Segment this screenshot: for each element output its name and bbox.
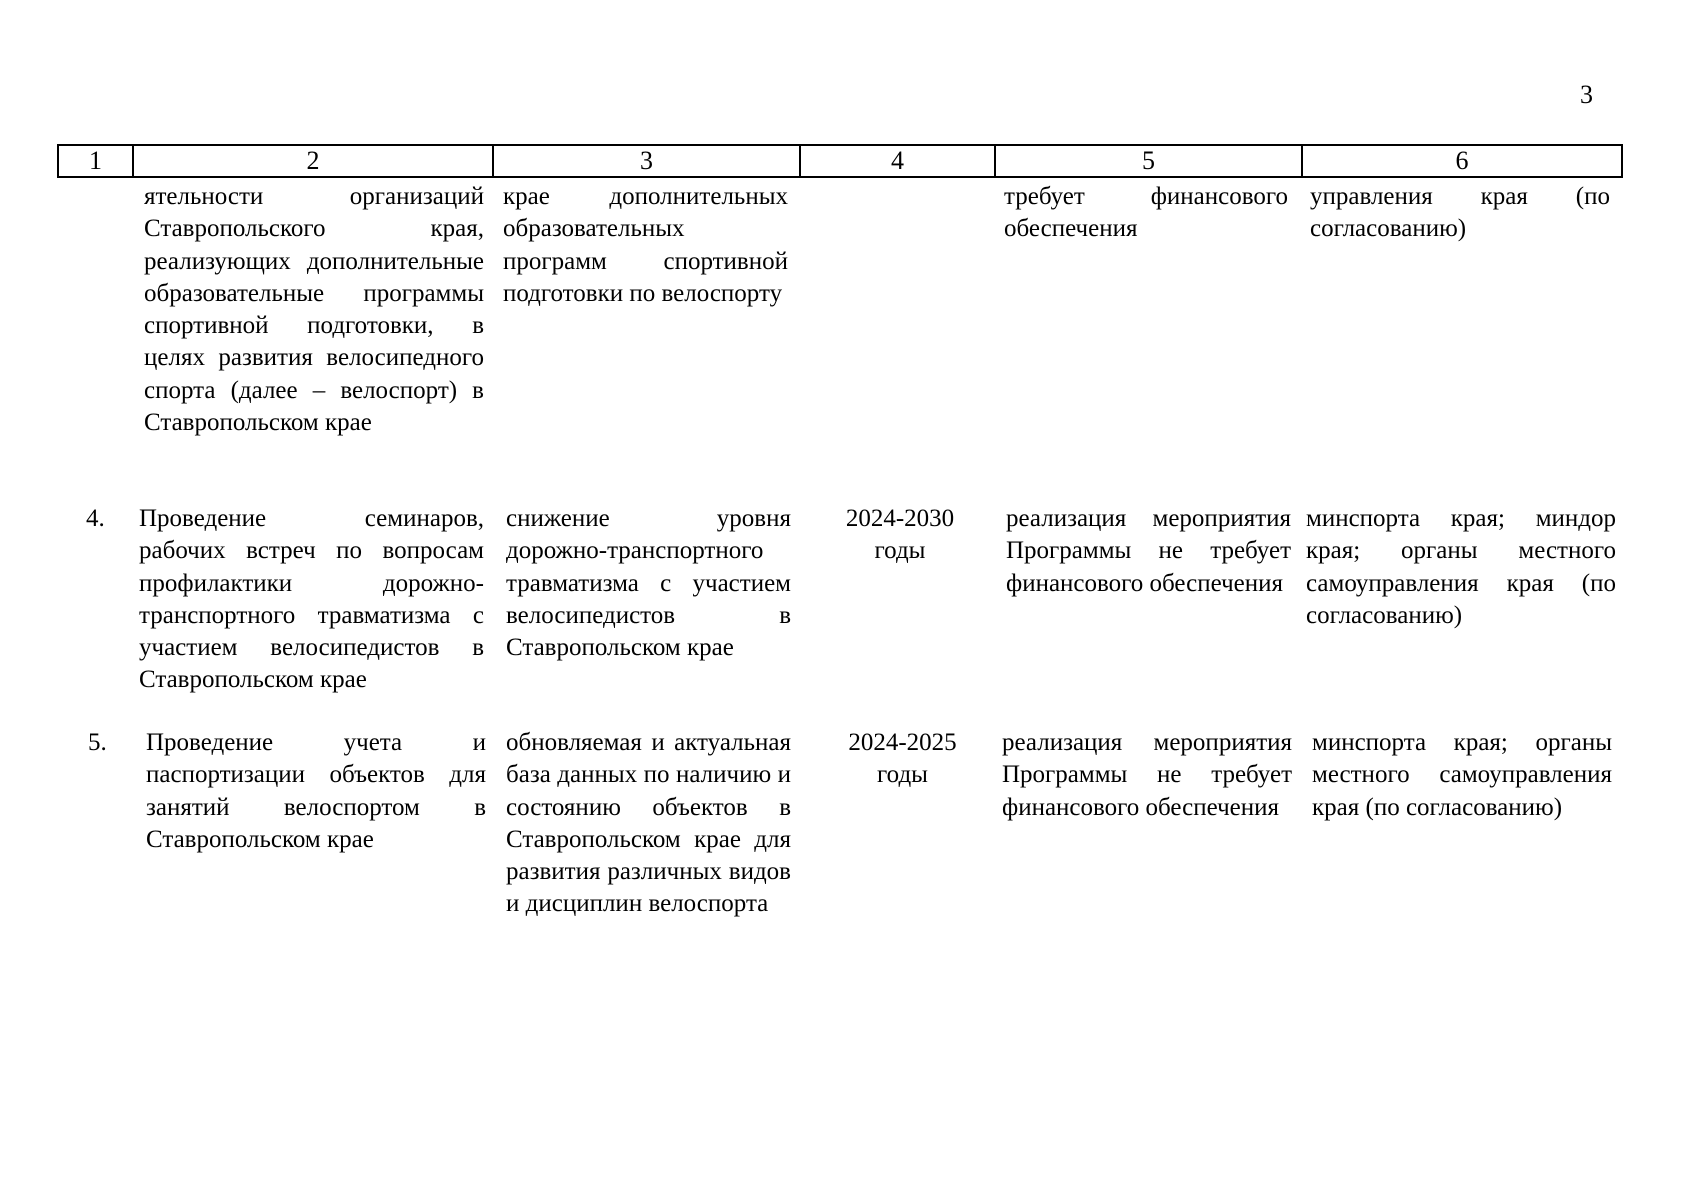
row-4-number: 4. xyxy=(86,505,105,532)
row-5-executors: минспорта края; органы местного самоуправления края (по согласованию) xyxy=(1312,729,1612,821)
column-number-header xyxy=(57,144,1623,178)
row-4-executors: минспорта края; миндор края; органы местного самоуправления края (по согласованию) xyxy=(1306,505,1616,629)
header-col-5: 5 xyxy=(995,145,1302,177)
row-5-funding: реализация мероприятия Программы не требует финансового обеспечения xyxy=(1002,729,1292,821)
header-col-3: 3 xyxy=(493,145,800,177)
row-4-funding: реализация мероприятия Программы не требует финансового обеспечения xyxy=(1006,505,1291,597)
row-5-activity: Проведение учета и паспортизации объектов для занятий велоспортом в Ставропольском крае xyxy=(146,729,486,853)
header-col-2: 2 xyxy=(133,145,493,177)
row-continuation-executors: управления края (по согласованию) xyxy=(1310,183,1610,243)
row-5-period: 2024-2025 годы xyxy=(848,729,957,789)
row-continuation-funding: требует финансового обеспечения xyxy=(1004,183,1288,243)
row-4-activity: Проведение семинаров, рабочих встреч по вопросам профилактики дорожно-транспортного травматизма с участием велосипедистов в Ставропольском крае xyxy=(139,505,484,694)
row-5-result: обновляемая и актуальная база данных по наличию и состоянию объектов в Ставропольском крае для развития различных видов и дисциплин велоспорта xyxy=(506,729,791,918)
header-col-6: 6 xyxy=(1302,145,1622,177)
row-continuation-result: крае дополнительных образовательных программ спортивной подготовки по велоспорту xyxy=(503,183,788,307)
row-4-result: снижение уровня дорожно-транспортного травматизма с участием велосипедистов в Ставропольском крае xyxy=(506,505,791,662)
row-4-period: 2024-2030 годы xyxy=(845,505,955,565)
header-col-4: 4 xyxy=(800,145,995,177)
row-5-number: 5. xyxy=(88,729,107,756)
header-col-1: 1 xyxy=(58,145,133,177)
row-continuation-activity: ятельности организаций Ставропольского края, реализующих дополнительные образовательные программы спортивной подготовки, в целях развития велосипедного спорта (далее – велоспорт) в Ставропольском крае xyxy=(144,183,484,437)
page-number: 3 xyxy=(1580,80,1593,109)
